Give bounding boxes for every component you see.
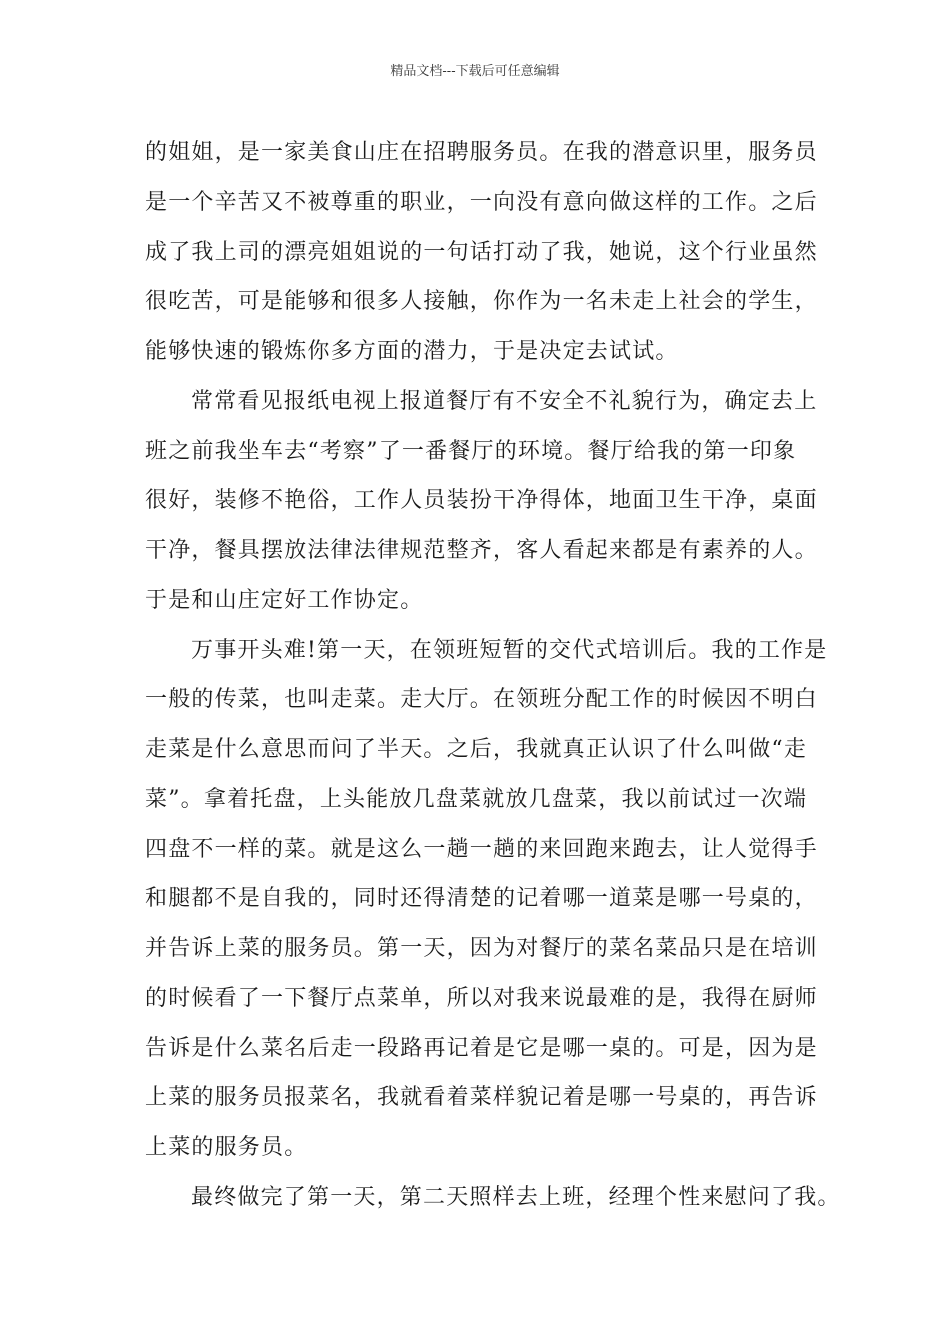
paragraph-first-line: 常常看见报纸电视上报道餐厅有不安全不礼貌行为，确定去上 xyxy=(191,388,818,414)
text-line: 班之前我坐车去“考察”了一番餐厅的环境。餐厅给我的第一印象 xyxy=(145,438,797,464)
paragraph-first-line: 最终做完了第一天，第二天照样去上班，经理个性来慰问了我。 xyxy=(191,1184,841,1210)
text-line: 成了我上司的漂亮姐姐说的一句话打动了我，她说，这个行业虽然 xyxy=(145,239,818,265)
page-header: 精品文档---下载后可任意编辑 xyxy=(390,64,560,79)
text-line: 上菜的服务员报菜名，我就看着菜样貌记着是哪一号桌的，再告诉 xyxy=(145,1085,818,1111)
text-line: 告诉是什么菜名后走一段路再记着是它是哪一桌的。可是，因为是 xyxy=(145,1035,818,1061)
document-body xyxy=(145,128,841,1223)
text-line: 一般的传菜，也叫走菜。走大厅。在领班分配工作的时候因不明白 xyxy=(145,687,818,713)
text-line: 的姐姐，是一家美食山庄在招聘服务员。在我的潜意识里，服务员 xyxy=(145,140,818,165)
text-line: 很吃苦，可是能够和很多人接触，你作为一名未走上社会的学生， xyxy=(145,289,818,315)
text-line: 菜”。拿着托盘，上头能放几盘菜就放几盘菜，我以前试过一次端 xyxy=(145,786,808,812)
paragraph-first-line: 万事开头难!第一天，在领班短暂的交代式培训后。我的工作是 xyxy=(191,637,828,663)
text-line: 干净，餐具摆放法律法律规范整齐，客人看起来都是有素养的人。 xyxy=(145,538,818,563)
text-line: 走菜是什么意思而问了半天。之后，我就真正认识了什么叫做“走 xyxy=(145,737,808,762)
text-line: 并告诉上菜的服务员。第一天，因为对餐厅的菜名菜品只是在培训 xyxy=(145,936,818,961)
text-line: 上菜的服务员。 xyxy=(145,1135,308,1160)
text-line: 和腿都不是自我的，同时还得清楚的记着哪一道菜是哪一号桌的， xyxy=(145,886,818,912)
text-line: 很好，装修不艳俗，工作人员装扮干净得体，地面卫生干净，桌面 xyxy=(145,488,818,514)
text-line: 于是和山庄定好工作协定。 xyxy=(145,587,424,613)
text-line: 能够快速的锻炼你多方面的潜力，于是决定去试试。 xyxy=(145,339,679,364)
text-line: 是一个辛苦又不被尊重的职业，一向没有意向做这样的工作。之后 xyxy=(145,189,818,215)
text-line: 四盘不一样的菜。就是这么一趟一趟的来回跑来跑去，让人觉得手 xyxy=(145,836,818,862)
text-line: 的时候看了一下餐厅点菜单，所以对我来说最难的是，我得在厨师 xyxy=(145,985,818,1011)
